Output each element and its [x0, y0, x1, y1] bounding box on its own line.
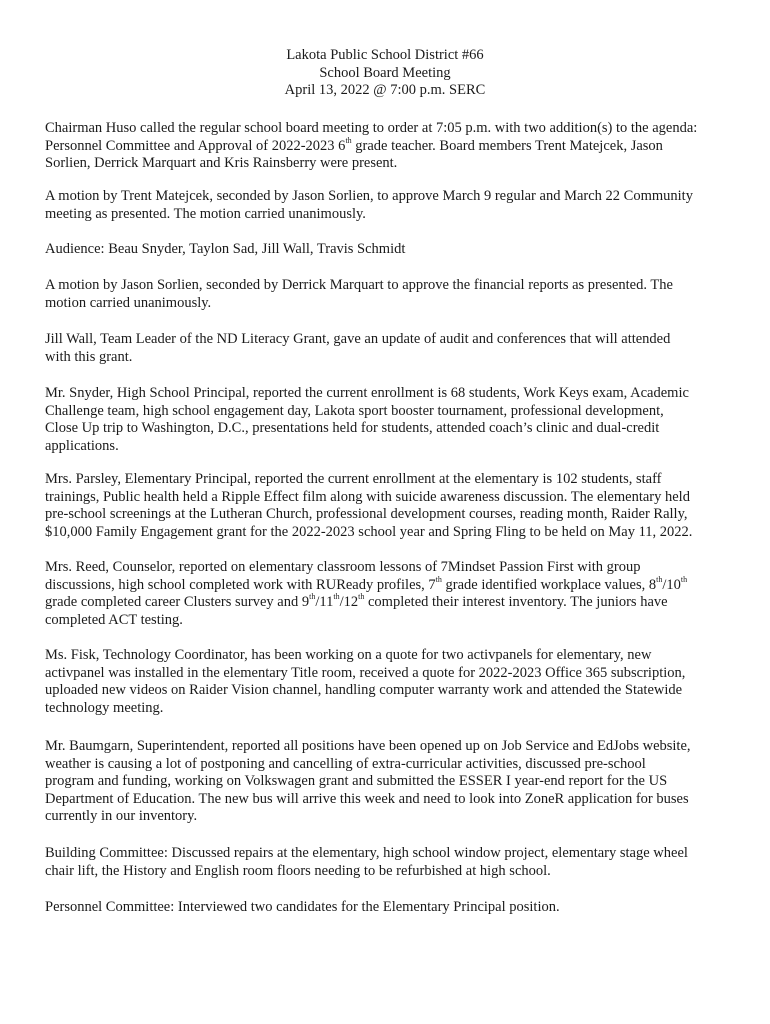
text-line: currently in our inventory. — [45, 808, 198, 824]
high-school-principal-paragraph — [45, 385, 745, 455]
literacy-grant-paragraph — [45, 331, 745, 366]
elementary-principal-paragraph — [45, 471, 745, 541]
text-line: with this grant. — [45, 348, 133, 365]
text-line: Chairman Huso called the regular school board meeting to order at 7:05 p.m. with two addition(s) to the agenda: — [45, 120, 698, 136]
text-line — [45, 135, 745, 156]
meeting-title: School Board Meeting — [319, 64, 451, 81]
call-to-order-paragraph — [45, 120, 745, 173]
text-segment: grade completed career Clusters survey and 9 — [45, 594, 310, 610]
building-committee-paragraph — [45, 845, 745, 880]
text-line: Mrs. Reed, Counselor, reported on elementary classroom lessons of 7Mindset Passion First with group — [45, 559, 641, 575]
text-segment: Personnel Committee and Approval of 2022-2023 6 — [45, 137, 346, 154]
text-line: pre-school screenings at the Lutheran Church, professional development courses, reading month, Raider Rally, — [45, 506, 688, 522]
text-line: Challenge team, high school engagement day, Lakota sport booster tournament, professional development, — [45, 402, 664, 419]
text-line: uploaded new videos on Raider Vision channel, handling computer warranty work and attended the Statewide — [45, 682, 683, 698]
personnel-committee-paragraph — [45, 899, 745, 917]
text-line: weather is causing a lot of postponing and cancelling of extra-curricular activities, discussed pre-school — [45, 755, 646, 772]
text-line: Department of Education. The new bus will arrive this week and need to look into ZoneR application for buses — [45, 790, 689, 807]
superscript: th — [345, 135, 352, 145]
audience-paragraph — [45, 241, 745, 259]
text-line: Mr. Snyder, High School Principal, reported the current enrollment is 68 students, Work Keys exam, Academic — [45, 385, 689, 401]
text-line: Audience: Beau Snyder, Taylon Sad, Jill Wall, Travis Schmidt — [45, 241, 406, 257]
text-line: completed ACT testing. — [45, 611, 183, 628]
text-line: Jill Wall, Team Leader of the ND Literacy Grant, gave an update of audit and conferences that will attended — [45, 331, 671, 347]
superscript: th — [435, 574, 442, 584]
superscript: th — [358, 592, 365, 602]
text-line: technology meeting. — [45, 699, 164, 716]
text-line: applications. — [45, 437, 119, 454]
text-line: Sorlien, Derrick Marquart and Kris Rainsberry were present. — [45, 155, 398, 171]
text-line: meeting as presented. The motion carried unanimously. — [45, 205, 366, 222]
text-line: activpanel was installed in the elementary Title room, received a quote for 2022-2023 Office 365 subscription, — [45, 664, 686, 681]
text-line: Mr. Baumgarn, Superintendent, reported all positions have been opened up on Job Service and EdJobs website, — [45, 738, 691, 754]
text-line: Mrs. Parsley, Elementary Principal, reported the current enrollment at the elementary is 102 students, staff — [45, 471, 662, 487]
text-line: $10,000 Family Engagement grant for the 2022-2023 school year and Spring Fling to be held on May 11, 2022. — [45, 523, 693, 540]
text-segment: /10 — [662, 576, 681, 593]
text-line: A motion by Jason Sorlien, seconded by Derrick Marquart to approve the financial reports as presented. The — [45, 277, 673, 293]
text-line — [45, 594, 745, 612]
text-line: trainings, Public health held a Ripple Effect film along with suicide awareness discussion. The elementary held — [45, 488, 690, 505]
text-line: Personnel Committee: Interviewed two candidates for the Elementary Principal position. — [45, 899, 560, 915]
meeting-date: April 13, 2022 @ 7:00 p.m. SERC — [284, 82, 486, 98]
minutes-motion-paragraph — [45, 188, 745, 223]
text-segment: /12 — [339, 594, 359, 610]
text-line: Building Committee: Discussed repairs at the elementary, high school window project, elementary stage wheel — [45, 845, 688, 861]
text-segment: grade identified workplace values, 8 — [441, 576, 657, 593]
text-line: program and funding, working on Volkswagen grant and submitted the ESSER I year-end report for the US — [45, 773, 668, 789]
superscript: th — [656, 574, 663, 584]
district-name: Lakota Public School District #66 — [286, 47, 484, 63]
text-segment: discussions, high school completed work with RUReady profiles, 7 — [45, 576, 436, 593]
text-segment: /11 — [315, 594, 334, 610]
superintendent-paragraph — [45, 738, 745, 826]
superscript: th — [680, 574, 688, 584]
superscript: th — [309, 592, 316, 602]
document-header — [0, 47, 770, 100]
financial-motion-paragraph — [45, 277, 745, 312]
technology-coordinator-paragraph — [45, 647, 745, 717]
superscript: th — [333, 592, 340, 602]
text-segment: grade teacher. Board members Trent Matejcek, Jason — [351, 137, 663, 154]
text-line: chair lift, the History and English room floors needing to be refurbished at high school. — [45, 862, 551, 879]
counselor-paragraph — [45, 559, 745, 629]
text-line: motion carried unanimously. — [45, 294, 212, 311]
text-line: A motion by Trent Matejcek, seconded by Jason Sorlien, to approve March 9 regular and March 22 Community — [45, 188, 693, 204]
text-line: Close Up trip to Washington, D.C., presentations held for students, attended coach’s clinic and dual-credit — [45, 420, 660, 436]
text-line: Ms. Fisk, Technology Coordinator, has been working on a quote for two activpanels for elementary, new — [45, 647, 652, 663]
text-segment: completed their interest inventory. The juniors have — [364, 594, 668, 610]
text-line — [45, 574, 745, 595]
